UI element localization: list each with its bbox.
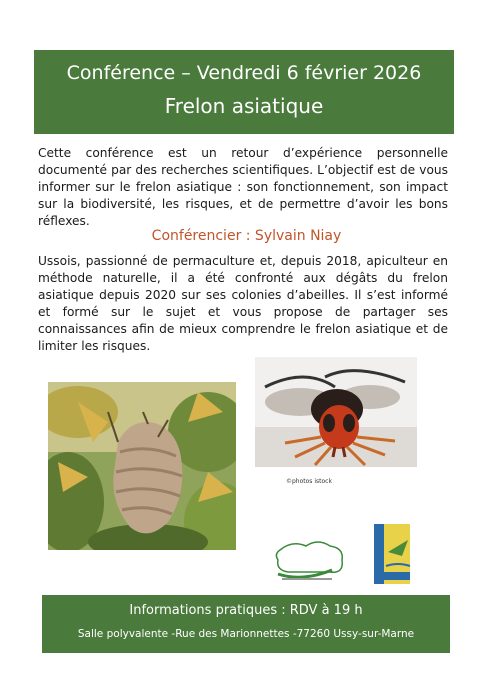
issy-logo [372, 522, 412, 586]
event-title: Conférence – Vendredi 6 février 2026 [66, 62, 422, 84]
venue-address: Salle polyvalente -Rue des Marionnettes -77260 Ussy-sur-Marne [77, 628, 415, 640]
hornet-nest-photo [48, 382, 236, 550]
event-subject: Frelon asiatique [164, 94, 324, 118]
practical-info: Informations pratiques : RDV à 19 h [129, 603, 363, 618]
photo-credit: ©photos istock [286, 478, 332, 485]
speaker-bio: Ussois, passionné de permaculture et, depuis 2018, apiculteur en méthode naturelle, il a été confronté aux dégâts du frelon asiatique depuis 2020 sur ses colonies d’abeilles. Il s’est informé et formé sur le sujet et vous propose de partager ses connaissances afin de mieux comprendre le frelon asiatique et de limiter les risques. [38, 254, 448, 353]
speaker-heading: Conférencier : Sylvain Niay [151, 228, 342, 244]
intro-paragraph: Cette conférence est un retour d’expérience personnelle documenté par des recherches scientifiques. L’objectif est de vous informer sur le frelon asiatique : son fonctionnement, son impact sur la biodiversité, les risques, et de permettre d’avoir les bons réflexes. [38, 146, 448, 228]
title-banner [34, 50, 454, 134]
info-banner [42, 595, 450, 653]
hornet-photo [255, 357, 417, 467]
asu-logo [272, 540, 346, 582]
